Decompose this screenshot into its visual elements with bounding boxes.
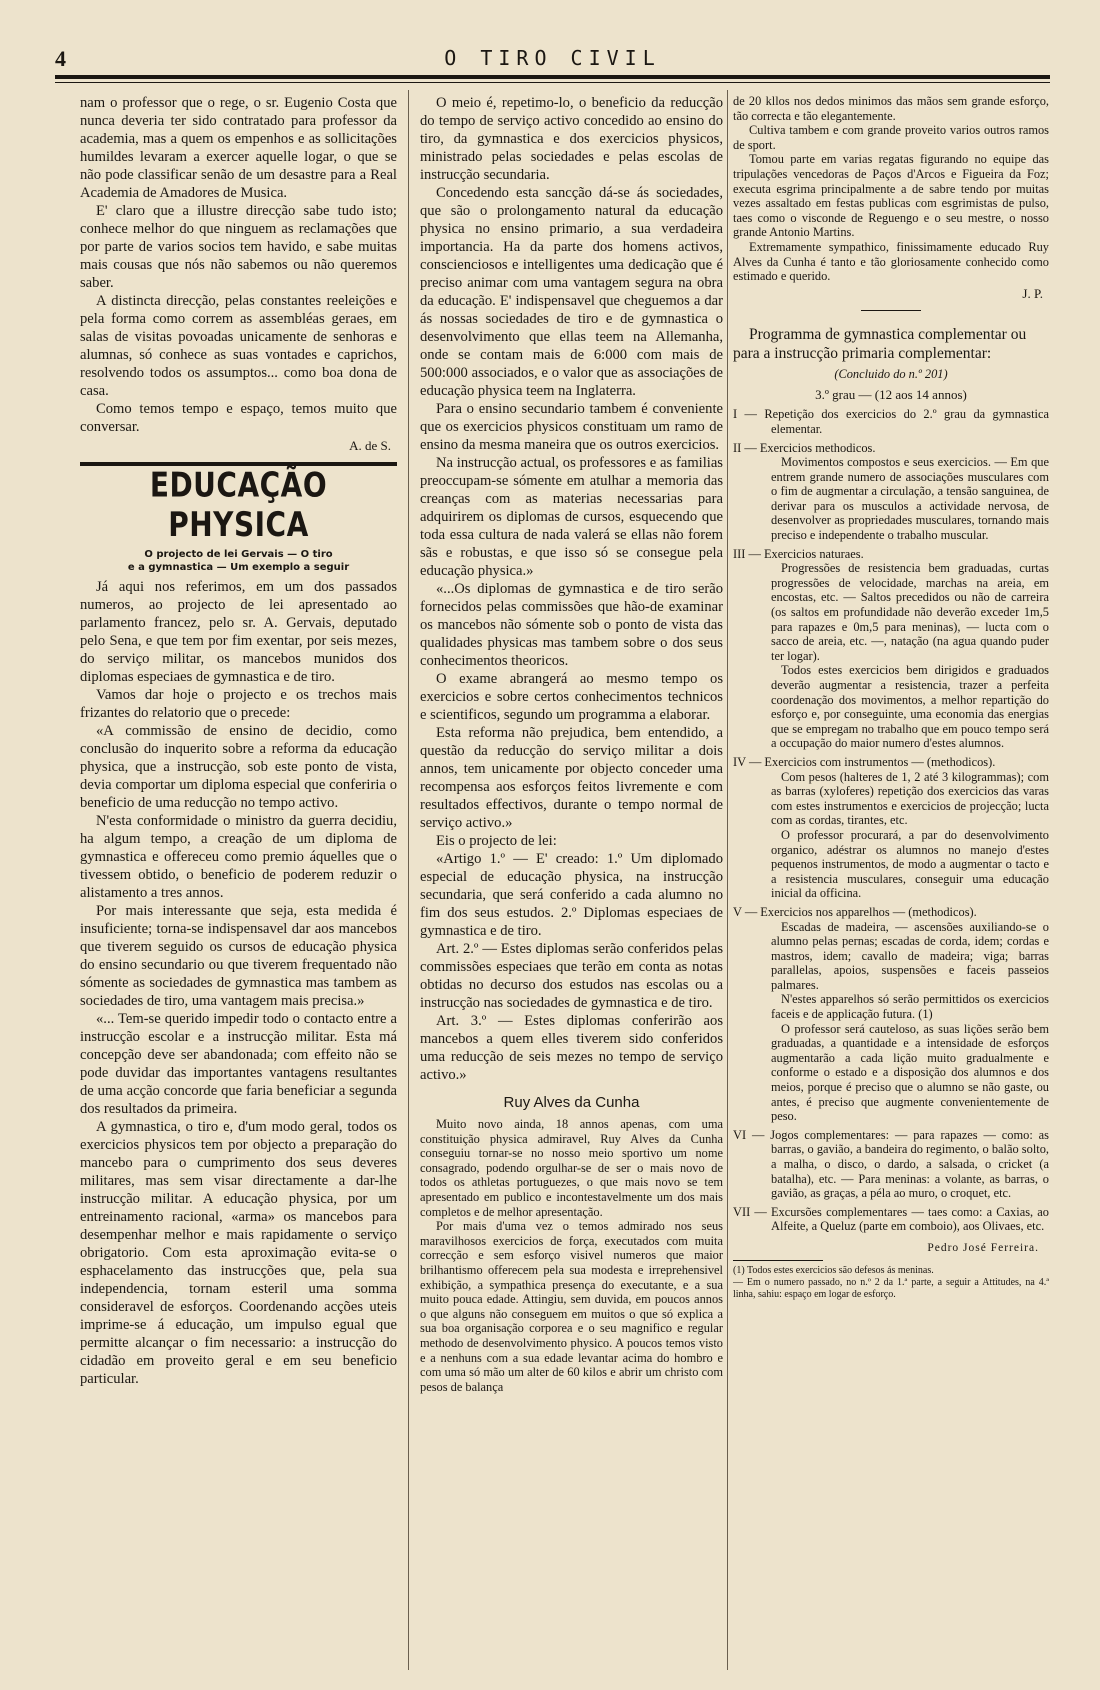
program-detail: N'estes apparelhos só serão permittidos os exercicios faceis e de applicação futura. (1) (771, 992, 1049, 1022)
article-title: EDUCAÇÃO PHYSICA (149, 465, 328, 545)
paragraph: A distincta direcção, pelas constantes reeleições e pela forma como correm as assembléas geraes, em salas de visitas povoadas unicamente de senhoras e alumnas, só conhece as suas vontades e caprichos, resolvendo todos os assumptos... como boa dona de casa. (80, 293, 397, 399)
continuation-note: (Concluido do n.º 201) (834, 366, 948, 381)
program-detail: O professor procurará, a par do desenvolvimento organico, adéstrar os alumnos no manejo d'estes pequenos instrumentos, de modo a augmentar o tacto e a resistencia musculares, conseguir uma educação inicial da officina. (771, 827, 1049, 901)
paragraph: Concedendo esta sancção dá-se ás sociedades, que são o prolongamento natural da educação physica no ensino primario, a sua verdadeira importancia. Ha da parte dos homens activos, conscienciosos e intelligentes uma dedicação que é preciso animar com uma vantagem segura na obra da educação. E' indispensavel que cheguemos a dar ás nossas sociedades de tiro e de gymnastica o desenvolvimento que ellas teem na Allemanha, onde se contam mais de 6:000 com mais de 500:000 associados, e o valor que as associações de educação physica teem na Inglaterra. (420, 185, 723, 399)
paragraph: «A commissão de ensino de decidio, como conclusão do inquerito sobre a reforma da educação physica, que a instrucção, sob este ponto de vista, devia comportar um diploma especial que conferiria o beneficio de uma reducção no tempo activo. (80, 723, 397, 811)
article-author: Pedro José Ferreira. (927, 1241, 1039, 1254)
paragraph: Na instrucção actual, os professores e as familias preoccupam-se sómente em atulhar a memoria das creanças com as materias necessarias para adquirirem os diplomas de cursos, esquecendo que toda essa cultura de nada valerá se ellas não forem sãs e robustas, e que isso só se consegue pela educação physica.» (420, 455, 723, 579)
program-detail: Todos estes exercicios bem dirigidos e graduados deverão augmentar a resistencia, trazer a perfeita coordenação dos movimentos, a melhor repartição do esforço e, por conseguinte, uma economia das energias que se empregam no trabalho que em pouco tempo será a occupação do maior numero d'estes alumnos. (771, 663, 1049, 751)
paragraph: Cultiva tambem e com grande proveito varios outros ramos de sport. (733, 123, 1049, 152)
paragraph: nam o professor que o rege, o sr. Eugenio Costa que nunca deveria ter sido contratado para professor da academia, mas a quem os empenhos e as sollicitações humildes levaram a exercer aquelle logar, o que se não pode classificar senão de um desastre para a Real Academia de Amadores de Musica. (80, 95, 397, 201)
section-rule (861, 310, 921, 311)
paragraph: N'esta conformidade o ministro da guerra decidiu, ha algum tempo, a creação de um diploma de gymnastica e offereceu como premio áquelles que o tivessem obtido, o beneficio de poderem reduzir o alistamento a tres annos. (80, 813, 397, 901)
paragraph: A gymnastica, o tiro e, d'um modo geral, todos os exercicios physicos tem por objecto a preparação do mancebo para o cumprimento dos seus deveres militares, mas sem visar directamente a dar-lhe instrucção militar. A educação physica, por um entreinamento racional, «arma» os mancebos para desempenhar melhor e mais rapidamente o serviço obrigatorio. Com esta aproximação evita-se o esphacelamento das instrucções que, pela sua independencia, tornam esteril uma somma consideravel de esforços. Coordenando acções uteis imprime-se á educação, um impulso egual que permitte alcançar o fim necessario: a instrucção do cidadão em proveito geral e em seu beneficio particular. (80, 1119, 397, 1387)
program-item: VI — Jogos complementares: — para rapazes — como: as barras, o gavião, a bandeira do regimento, o balão solto, a malha, o disco, o dardo, a salsada, o cricket (a batalha), etc. — Para meninas: a volante, as barras, o gavião, as graças, a péla ao muro, o croquet, etc. (733, 1127, 1049, 1201)
page-header (55, 40, 1050, 72)
grade-heading: 3.º grau — (12 aos 14 annos) (815, 387, 967, 403)
paragraph: «Artigo 1.º — E' creado: 1.º Um diplomado especial de educação physica, na instrucção secundaria, que será conferido a cada alumno no fim dos seus estudos. 2.º Diplomas especiaes de gymnastica e de tiro. (420, 851, 723, 939)
masthead-title: O TIRO CIVIL (444, 46, 661, 70)
program-item: II — Exercicios methodicos. (733, 440, 876, 455)
paragraph: Art. 3.º — Estes diplomas conferirão aos mancebos a quem elles tiverem sido conferidos uma reducção de seis mezes no tempo de serviço activo.» (420, 1013, 723, 1083)
paragraph: Por mais interessante que seja, esta medida é insuficiente; torna-se indispensavel dar aos mancebos que tiverem seguido os cursos de educação physica do ensino secundario ou que tiverem frequentado não sómente as sociedades de gymnastica mas tambem as sociedades de tiro, uma vantagem mais precisa.» (80, 903, 397, 1009)
article-signature: A. de S. (349, 438, 391, 453)
paragraph: O meio é, repetimo-lo, o beneficio da reducção do tempo de serviço activo concedido ao ensino do tiro, da gymnastica e dos exercicios physicos, ministrado pelas sociedades e pelas escolas de instrucção secundaria. (420, 95, 723, 183)
paragraph: de 20 kllos nos dedos minimos das mãos sem grande esforço, tão correcta e tão elegantemente. (733, 94, 1049, 123)
program-detail: Escadas de madeira, — ascensões auxiliando-se o alumno pelas pernas; escadas de corda, idem; cordas e mastros, idem; cavallo de madeira; viga; barras parallelas, apoios, suspensões e faceis passeios palmares. (771, 919, 1049, 992)
program-detail: O professor será cauteloso, as suas lições serão bem graduadas, a quantidade e a intensidade de esforços augmentarão a cada lição muito gradualmente e conforme o estado e a disposição dos alumnos e dos meios, porque é preciso que o alumno se não gaste, ou antes, é preciso que augmente convenientemente de peso. (771, 1021, 1049, 1124)
column-1 (80, 94, 397, 1674)
subtitle-line: O projecto de lei Gervais — O tiro (144, 549, 333, 560)
program-item: V — Exercicios nos apparelhos — (methodicos). (733, 904, 977, 919)
program-detail: Movimentos compostos e seus exercicios. — Em que entrem grande numero de associações musculares com o fim de augmentar a circulação, a tensão sanguinea, de derivar para os musculos a actividade nervosa, de desenvolver as propriedades musculares, tornando mais preciso e independente o trabalho muscular. (771, 455, 1049, 543)
column-3 (733, 94, 1049, 1674)
paragraph: E' claro que a illustre direcção sabe tudo isto; conhece melhor do que ninguem as reclamações que por parte de varios socios tem havido, e sabe muitas mais cousas que nós não sabemos ou não queremos saber. (80, 203, 397, 291)
paragraph: Para o ensino secundario tambem é conveniente que os exercicios physicos constituam um ramo de ensino da mesma maneira que os outros exercicios. (420, 401, 723, 453)
header-rule-thin (55, 82, 1050, 83)
program-item: VII — Excursões complementares — taes como: a Caxias, ao Alfeite, a Queluz (parte em comboio), aos Olivaes, etc. (733, 1204, 1049, 1234)
paragraph: Por mais d'uma vez o temos admirado nos seus maravilhosos exercicios de força, executados com muita correcção e sem esforço visivel numeros que maior brilhantismo offerecem pela sua modesta e irreprehensivel exhibição, a sympathica presença do executante, e a sua muito pouca edade. Attingiu, sem duvida, em poucos annos o que alguns não conseguem em muitos o que só explica a sua boa organisação corporea e o seu magnifico e regular methodo de desenvolvimento physico. A poucos temos visto e a nenhuns com a sua edade levantar acima do hombro e com uma só mão um alter de 60 kilos e abrir um christo com pesos de balança (420, 1219, 723, 1394)
program-detail: Progressões de resistencia bem graduadas, curtas progressões de velocidade, marchas na areia, em encostas, etc. — Saltos precedidos ou não de carreira (os saltos em profundidade não deverão exceder 1m,5 para rapazes e 0m,5 para meninas), — lucta com o sacco de areia, etc. —, natação (na agua quando puder ter logar). (771, 561, 1049, 663)
paragraph: Esta reforma não prejudica, bem entendido, a questão da reducção do serviço militar a dois annos, tem unicamente por objecto conceder uma recompensa aos esforços feitos livremente e com resultados effectivos, durante o tempo normal de serviço activo.» (420, 725, 723, 831)
paragraph: Muito novo ainda, 18 annos apenas, com uma constituição physica admiravel, Ruy Alves da Cunha conseguiu tornar-se no nosso meio sportivo um nome consagrado, podendo orgulhar-se de ser o mais novo de todos os athletas portuguezes, o que mais novo se tem apresentado em publico e incontestavelmente um dos mais completos e de melhor apresentação. (420, 1117, 723, 1219)
paragraph: O exame abrangerá ao mesmo tempo os exercicios e sobre certos conhecimentos technicos e scientificos, segundo um programma a elaborar. (420, 671, 723, 723)
article-subtitle (80, 548, 397, 574)
program-item: IV — Exercicios com instrumentos — (methodicos). (733, 754, 996, 769)
program-item: I — Repetição dos exercicios do 2.º grau da gymnastica elementar. (733, 407, 1049, 436)
footnote-rule (733, 1260, 823, 1261)
footnote: — Em o numero passado, no n.º 2 da 1.ª parte, a seguir a Attitudes, na 4.ª linha, sahiu: espaço em logar de esforço. (733, 1276, 1049, 1300)
paragraph: Já aqui nos referimos, em um dos passados numeros, ao projecto de lei apresentado ao parlamento francez, pelo sr. A. Gervais, deputado pelo Sena, e que tem por fim exentar, por seis mezes, do serviço militar, os mancebos munidos dos diplomas especiaes de gymnastica e de tiro. (80, 579, 397, 685)
article-signature: J. P. (1022, 285, 1043, 301)
column-2 (420, 94, 723, 1674)
article-title: Ruy Alves da Cunha (503, 1094, 640, 1111)
subtitle-line: e a gymnastica — Um exemplo a seguir (127, 562, 350, 573)
paragraph: Vamos dar hoje o projecto e os trechos mais frizantes do relatorio que o precede: (80, 687, 397, 721)
header-rule-thick (55, 75, 1050, 79)
paragraph: Art. 2.º — Estes diplomas serão conferidos pelas commissões especiaes que terão em conta as notas obtidas no decurso dos estudos nas escolas ou a instrucção nas sociedades de gymnastica e de tiro. (420, 941, 723, 1011)
paragraph: Tomou parte em varias regatas figurando no equipe das tripulações vencedoras de Paços d'Arcos e Figueira da Foz; executa esgrima principalmente a de sabre tendo por muitas vezes assaltado em festas publicas com esgrimistas de pulso, taes como o visconde de Reguengo e o seu mestre, o nosso grande Antonio Martins. (733, 152, 1049, 240)
column-divider (408, 90, 409, 1670)
program-item: III — Exercicios naturaes. (733, 546, 864, 561)
paragraph: Extremamente sympathico, finissimamente educado Ruy Alves da Cunha é tanto e tão gloriosamente conhecido como estimado e querido. (733, 239, 1049, 284)
article-title: Programma de gymnastica complementar ou para a instrucção primaria complementar: (733, 325, 1027, 362)
paragraph: «...Os diplomas de gymnastica e de tiro serão fornecidos pelas commissões que hão-de examinar os mancebos não sómente sob o ponto de vista das qualidades physicas mas tambem sobre o dos seus conhecimentos theoricos. (420, 581, 723, 669)
footnote: (1) Todos estes exercicios são defesos ás meninas. (733, 1264, 934, 1276)
program-detail: Com pesos (halteres de 1, 2 até 3 kilogrammas); com as barras (xyloferes) repetição dos exercicios das varas com estes instrumentos e exercicios de projecção; lucta com as cordas, tirantes, etc. (771, 769, 1049, 828)
paragraph: Como temos tempo e espaço, temos muito que conversar. (80, 401, 397, 435)
page-number: 4 (55, 46, 66, 71)
paragraph: «... Tem-se querido impedir todo o contacto entre a instrucção escolar e a instrucção militar. Esta má concepção deve ser abandonada; com effeito não se pode duvidar das importantes vantagens resultantes de uma acção concorde que faria beneficiar a segunda dos resultados da primeira. (80, 1011, 397, 1117)
paragraph: Eis o projecto de lei: (436, 833, 557, 849)
column-divider (727, 90, 728, 1670)
